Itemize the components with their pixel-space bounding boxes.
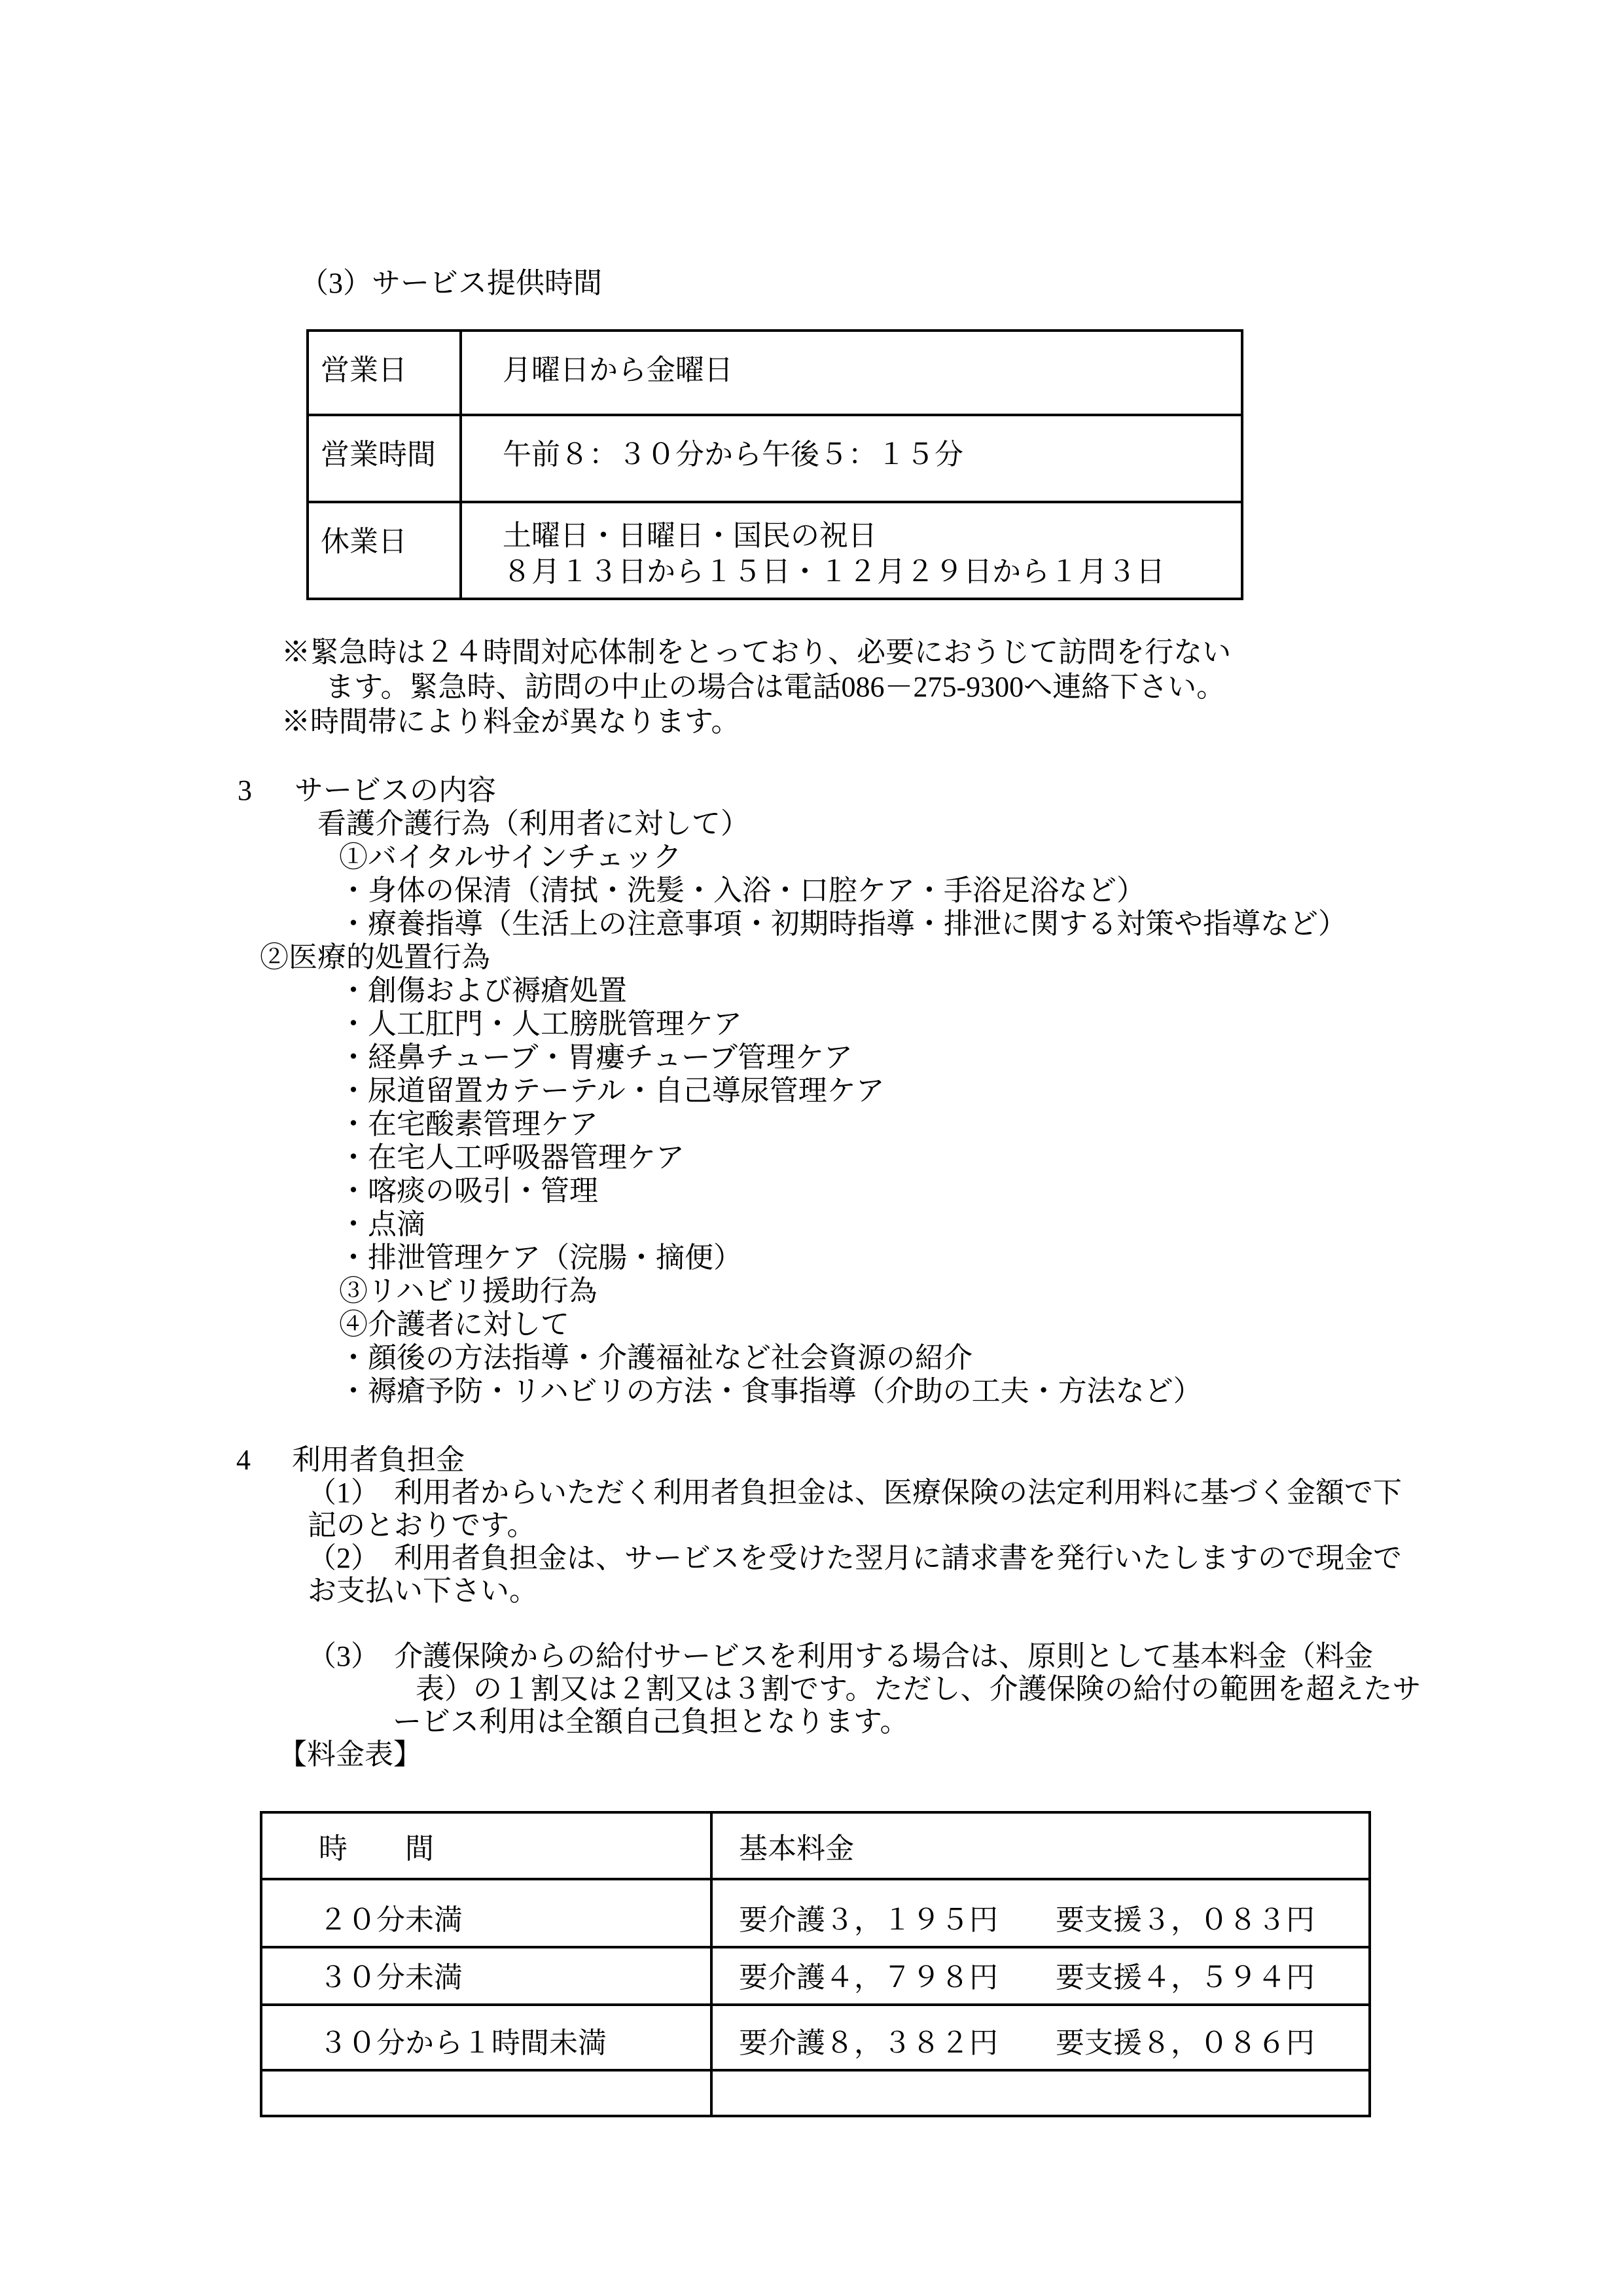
table-row — [261, 1879, 1370, 1947]
section3-heading-text: サービスの内容 — [294, 774, 496, 806]
service-hours-table — [306, 329, 1243, 600]
time-cell: ３０分から１時間未満 — [261, 2005, 711, 2070]
table-row — [261, 2005, 1370, 2070]
list-item: ①バイタルサインチェック — [339, 841, 682, 873]
time-cell: ２０分未満 — [261, 1879, 711, 1947]
table-row — [308, 331, 1242, 415]
shien-fee: 要支援３，０８３円 — [1056, 1904, 1315, 1936]
list-item: ・創傷および褥瘡処置 — [339, 975, 627, 1007]
note-line: ※緊急時は２４時間対応体制をとっており、必要におうじて訪問を行ない — [281, 636, 1232, 668]
section4-number: 4 — [236, 1444, 251, 1476]
list-item: ・在宅人工呼吸器管理ケア — [339, 1141, 685, 1174]
business-hours-label: 営業時間 — [308, 415, 461, 502]
list-item: ・顔後の方法指導・介護福祉など社会資源の紹介 — [339, 1342, 972, 1374]
fee-cell — [711, 2070, 1370, 2116]
closed-days-line2: ８月１３日から１５日・１２月２９日から１月３日 — [503, 556, 1165, 588]
list-item: お支払い下さい。 — [308, 1575, 538, 1607]
list-item: 記のとおりです。 — [308, 1509, 536, 1541]
list-item: 表）の１割又は２割又は３割です。ただし、介護保険の給付の範囲を超えたサ — [416, 1673, 1421, 1705]
list-item: ・人工肛門・人工膀胱管理ケア — [339, 1008, 742, 1040]
closed-days-label: 休業日 — [308, 502, 461, 599]
price-table — [260, 1811, 1371, 2117]
section3-number: 3 — [238, 774, 252, 806]
time-cell: ３０分未満 — [261, 1947, 711, 2005]
page-title: （3）サービス提供時間 — [300, 267, 602, 299]
list-item: ・点滴 — [339, 1208, 425, 1240]
list-item: （1） 利用者からいただく利用者負担金は、医療保険の法定利用料に基づく金額で下 — [308, 1477, 1402, 1509]
list-item: ービス利用は全額自己負担となります。 — [393, 1706, 909, 1738]
closed-days-value — [461, 502, 1242, 599]
list-item: （3） 介護保険からの給付サービスを利用する場合は、原則として基本料金（料金 — [308, 1640, 1373, 1672]
list-item: ④介護者に対して — [339, 1308, 569, 1340]
list-item: ・身体の保清（清拭・洗髪・入浴・口腔ケア・手浴足浴など） — [339, 874, 1145, 906]
section4-heading — [0, 1444, 1623, 1477]
note-line: ます。緊急時、訪問の中止の場合は電話086－275-9300へ連絡下さい。 — [325, 671, 1226, 703]
kaigo-fee: 要介護８，３８２円 — [739, 2027, 998, 2059]
business-days-label: 営業日 — [308, 331, 461, 415]
shien-fee: 要支援４，５９４円 — [1056, 1962, 1315, 1994]
list-item: ②医療的処置行為 — [260, 941, 490, 973]
list-item: ・経鼻チューブ・胃瘻チューブ管理ケア — [339, 1041, 853, 1073]
note-line: ※時間帯により料金が異なります。 — [281, 706, 740, 738]
list-item: ・排泄管理ケア（浣腸・摘便） — [339, 1242, 742, 1274]
fee-cell — [711, 1879, 1370, 1947]
business-hours-value: 午前８：３０分から午後５：１５分 — [461, 415, 1242, 502]
business-days-value: 月曜日から金曜日 — [461, 331, 1242, 415]
section3-heading — [0, 774, 1623, 807]
section-service-content — [0, 774, 1623, 1408]
table-header-row — [261, 1812, 1370, 1879]
list-item: ・療養指導（生活上の注意事項・初期時指導・排泄に関する対策や指導など） — [339, 908, 1347, 940]
fee-column-header: 基本料金 — [711, 1812, 1370, 1879]
fee-cell — [711, 2005, 1370, 2070]
list-item: ・褥瘡予防・リハビリの方法・食事指導（介助の工夫・方法など） — [339, 1375, 1202, 1407]
table-row — [308, 415, 1242, 502]
list-item: 看護介護行為（利用者に対して） — [317, 808, 749, 840]
list-item: （2） 利用者負担金は、サービスを受けた翌月に請求書を発行いたしますので現金で — [308, 1542, 1402, 1574]
fee-cell — [711, 1947, 1370, 2005]
time-column-header: 時 間 — [261, 1812, 711, 1879]
price-table-label: 【料金表】 — [278, 1738, 422, 1770]
list-item: ・在宅酸素管理ケア — [339, 1108, 598, 1140]
kaigo-fee: 要介護３，１９５円 — [739, 1904, 998, 1936]
list-item: ③リハビリ援助行為 — [339, 1275, 597, 1307]
closed-days-line1: 土曜日・日曜日・国民の祝日 — [503, 520, 877, 552]
emergency-notes — [281, 635, 1231, 739]
time-cell — [261, 2070, 711, 2116]
list-item: ・喀痰の吸引・管理 — [339, 1175, 598, 1207]
kaigo-fee: 要介護４，７９８円 — [739, 1962, 998, 1994]
table-row — [261, 2070, 1370, 2116]
blank-line — [0, 1607, 1623, 1640]
section-user-fees — [0, 1444, 1623, 1771]
list-item: ・尿道留置カテーテル・自己導尿管理ケア — [339, 1075, 885, 1107]
table-row — [261, 1947, 1370, 2005]
shien-fee: 要支援８，０８６円 — [1056, 2027, 1315, 2059]
section4-heading-text: 利用者負担金 — [292, 1444, 465, 1476]
table-row — [308, 502, 1242, 599]
